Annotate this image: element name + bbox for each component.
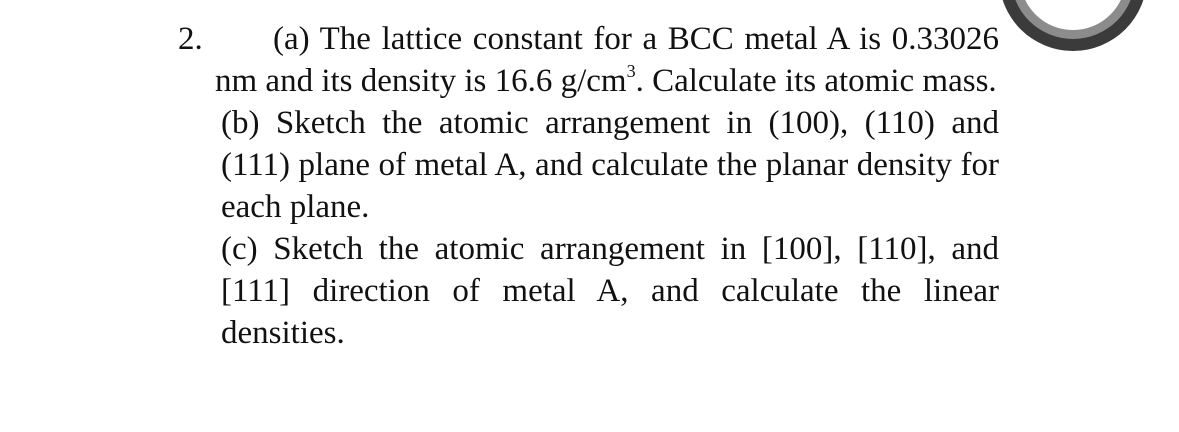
question-body [215, 18, 999, 354]
part-a-text: (a) The lattice constant for a BCC metal A is 0.33026 nm and its density is 16.6 g/cm [215, 21, 999, 99]
question-part-a [215, 18, 999, 102]
part-a-text-end: . Calculate its atomic mass. [635, 63, 997, 99]
question-part-c: (c) Sketch the atomic arrangement in [100], [110], and [111] direction of metal A, and calculate the linear densities. [221, 231, 999, 351]
question-part-b: (b) Sketch the atomic arrangement in (100), (110) and (111) plane of metal A, and calculate the planar density for each plane. [221, 105, 999, 225]
ring-icon [998, 0, 1148, 65]
question-number: 2. [178, 21, 203, 57]
cubic-exponent: 3 [626, 61, 636, 81]
